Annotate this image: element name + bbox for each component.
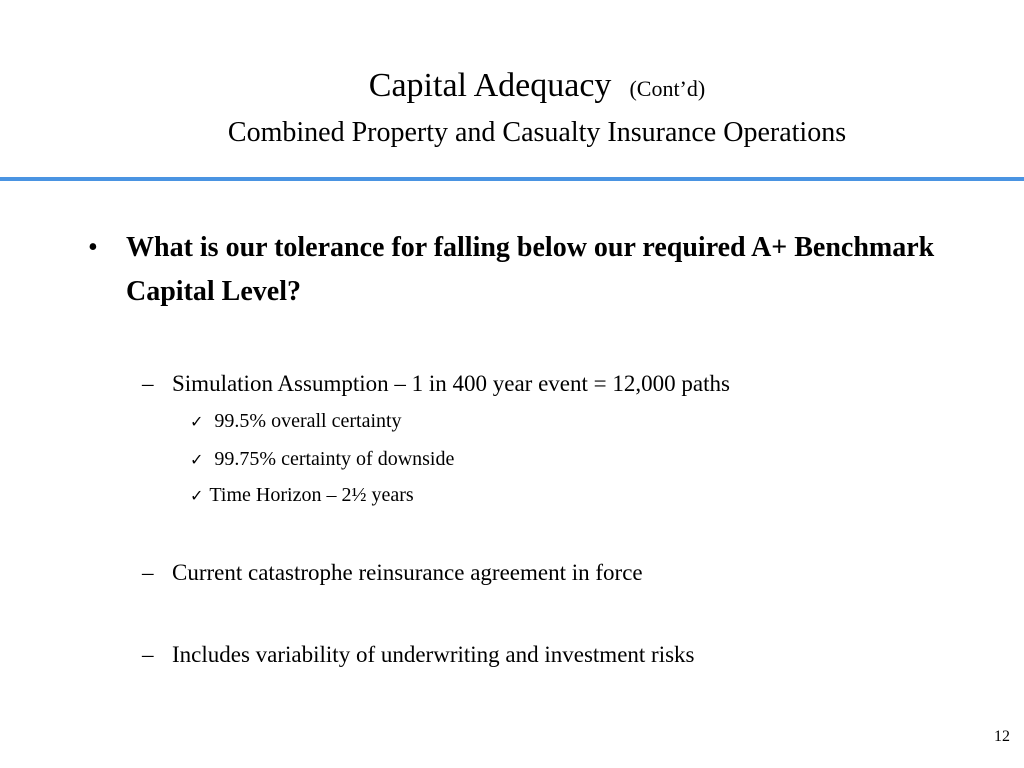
title-main: Capital Adequacy xyxy=(368,67,612,104)
dash-icon: – xyxy=(142,642,154,667)
bullet-icon: • xyxy=(88,232,98,263)
page-number: 12 xyxy=(994,728,1010,745)
check-item-label: 99.75% certainty of downside xyxy=(214,448,455,470)
check-item-label: Time Horizon – 2½ years xyxy=(209,484,414,506)
check-item-label: 99.5% overall certainty xyxy=(214,410,402,432)
dash-icon: – xyxy=(142,371,154,396)
title-continued: (Cont’d) xyxy=(629,76,706,101)
sub-item-label: Simulation Assumption – 1 in 400 year event = 12,000 paths xyxy=(172,371,730,396)
main-question: What is our tolerance for falling below our required A+ Benchmark Capital Level? xyxy=(126,232,935,307)
checkmark-icon: ✓ xyxy=(190,450,204,469)
checkmark-icon: ✓ xyxy=(190,486,204,505)
check-item-downside-certainty xyxy=(190,446,454,473)
checkmark-icon: ✓ xyxy=(190,412,204,431)
title-divider xyxy=(0,177,1024,181)
slide-title xyxy=(0,66,1024,109)
dash-icon: – xyxy=(142,560,154,585)
slide-subtitle: Combined Property and Casualty Insurance Operations xyxy=(227,117,847,148)
sub-item-label: Current catastrophe reinsurance agreement in force xyxy=(172,560,643,585)
sub-item-label: Includes variability of underwriting and investment risks xyxy=(172,642,695,667)
check-item-overall-certainty xyxy=(190,408,402,435)
check-item-time-horizon xyxy=(190,482,414,509)
